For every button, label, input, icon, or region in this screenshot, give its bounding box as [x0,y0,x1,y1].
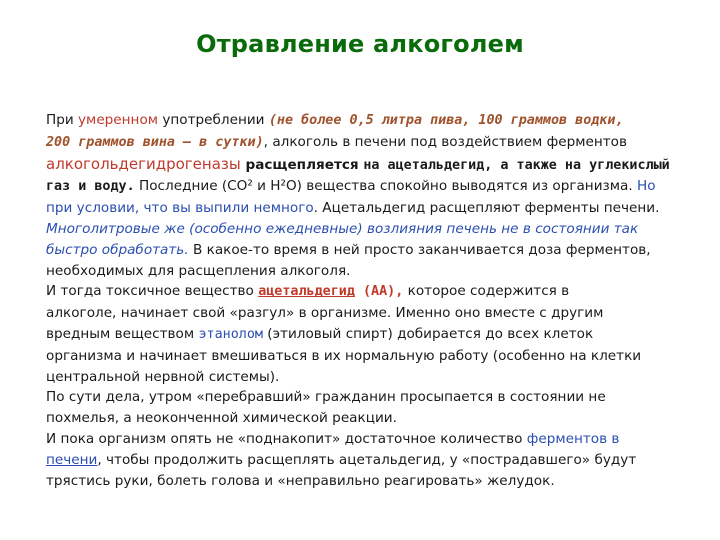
text-line [46,219,696,240]
text-segment: расщепляется [240,156,364,173]
text-segment: Но [636,178,656,195]
text-line [46,281,696,303]
text-segment: (не более 0,5 литра пива, 100 граммов водки, [268,113,624,128]
text-segment: (АА), [354,284,404,300]
text-line [46,132,696,154]
text-line [46,110,696,132]
text-segment: И пока организм опять не «поднакопит» достаточное количество [46,430,527,447]
text-segment: трястись руки, болеть голова и «неправильно реагировать» желудок. [46,472,555,489]
slide-title: Отравление алкоголем [196,30,524,58]
text-segment: на ацетальдегид, а также на углекислый [363,157,670,173]
text-line [46,429,696,450]
text-segment: которое содержится в [403,283,570,300]
text-segment: умеренном [78,112,159,128]
slide-body-text [46,110,696,491]
text-segment: необходимых для расщепления алкоголя. [46,262,351,279]
text-segment: (этиловый спирт) добирается до всех клеток [262,325,594,342]
text-segment: алкоголе, начинает свой «разгул» в организме. Именно оно вместе с другим [46,305,604,322]
text-segment: этанолом [198,326,263,342]
text-segment: печени [46,451,98,468]
text-line [46,303,696,324]
text-segment: При [46,112,79,128]
text-line [46,154,696,177]
text-line [46,387,696,408]
text-segment: И тогда токсичное вещество [46,283,259,300]
text-segment: похмелья, а неоконченной химической реакции. [46,410,397,427]
text-segment: вредным веществом [46,325,199,342]
text-segment: , чтобы продолжить расщеплять ацетальдегид, у «пострадавшего» будут [97,451,637,468]
text-segment: при условии, что вы выпили немного [46,200,314,217]
text-line [46,367,696,388]
text-segment: центральной нервной системы). [46,368,280,385]
text-segment: По сути дела, утром «перебравший» гражданин просыпается в состоянии не [46,389,606,406]
text-segment: В какое-то время в ней просто заканчивается доза ферментов, [188,241,651,258]
text-segment: 200 граммов вина – в сутки) [46,134,264,150]
text-segment: ацетальдегид [258,284,355,300]
text-segment: алкогольдегидрогеназы [46,154,241,173]
text-segment: , алкоголь в печени под воздействием ферментов [263,133,627,150]
text-line [46,408,696,429]
text-segment: газ и воду. [46,179,135,195]
text-line [46,176,696,198]
text-segment: Последние (CO² и H²O) вещества спокойно выводятся из организма. [134,178,637,195]
text-line [46,198,696,219]
text-line [46,346,696,367]
text-segment: . Ацетальдегид расщепляют ферменты печени. [313,200,660,217]
text-segment: быстро обработать. [46,241,189,258]
text-segment: организма и начинает вмешиваться в их нормальную работу (особенно на клетки [46,347,642,364]
text-line [46,261,696,282]
text-line [46,450,696,471]
text-line [46,240,696,261]
text-line [46,324,696,346]
text-segment: употреблении [158,112,269,128]
text-segment: Многолитровые же (особенно ежедневные) возлияния печень не в состоянии так [46,220,639,237]
text-line [46,471,696,492]
text-segment: ферментов в [526,430,620,447]
